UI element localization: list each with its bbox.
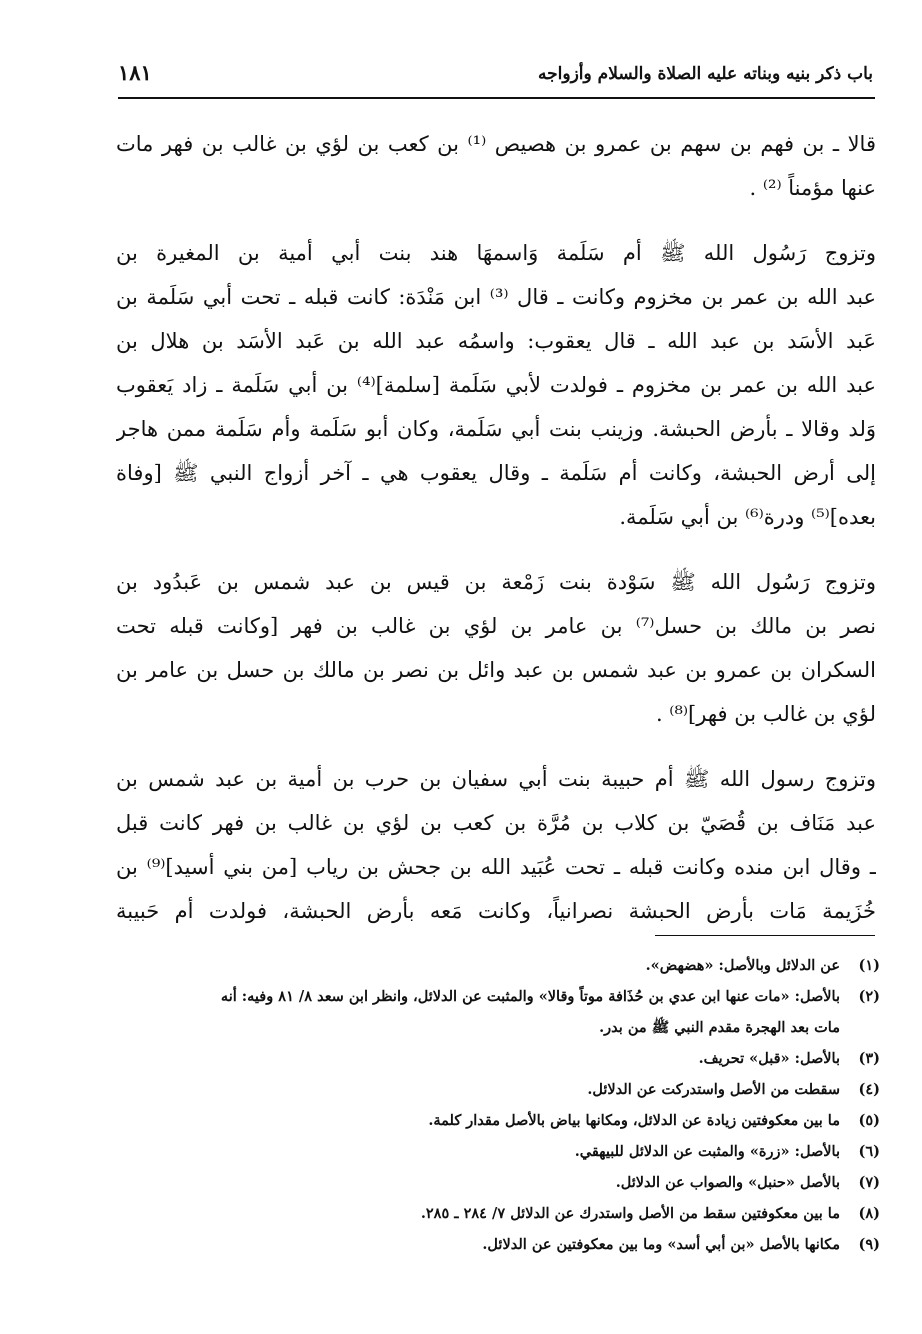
text-line: عبد الله بن عمر بن مخزوم ـ فولدت لأبي سَلَمة [سلمة]⁽⁴⁾ بن أبي سَلَمة ـ زاد يَعقوب (116, 373, 876, 397)
text-line: وَلد وقالا ـ بأرض الحبشة. وزينب بنت أبي سَلَمة، وكان أبو سَلَمة وأم سَلَمة ممن هاجر (116, 417, 876, 441)
footnote-number: (٥) (858, 1112, 880, 1129)
footnote-number: (٦) (858, 1143, 880, 1160)
footnote (116, 1167, 880, 1198)
footnote-line: مكانها بالأصل «بن أبي أسد» وما بين معكوفتين عن الدلائل. (482, 1236, 840, 1253)
footnote-text (116, 1043, 840, 1074)
text-line: قالا ـ بن فهم بن سهم بن عمرو بن هصيص ⁽¹⁾ بن كعب بن لؤي بن غالب بن فهر مات (116, 132, 876, 156)
footnote-line: بالأصل «حنبل» والصواب عن الدلائل. (615, 1174, 840, 1191)
footnote (116, 1105, 880, 1136)
chapter-title: باب ذكر بنيه وبناته عليه الصلاة والسلام وأزواجه (538, 64, 873, 84)
footnote-line: عن الدلائل وبالأصل: «هضهض». (645, 957, 840, 974)
footnote (116, 1229, 880, 1260)
footnote-line: ما بين معكوفتين زيادة عن الدلائل، ومكانها بياض بالأصل مقدار كلمة. (428, 1112, 840, 1129)
header-rule (118, 97, 875, 99)
footnote-line: بالأصل: «قبل» تحريف. (698, 1050, 840, 1067)
footnote-text (116, 1198, 840, 1229)
footnote-number: (٢) (858, 988, 880, 1005)
text-line: ـ وقال ابن منده وكانت قبله ـ تحت عُبَيد الله بن جحش بن رياب [من بني أسيد]⁽⁹⁾ بن (116, 855, 876, 879)
footnote-number: (٣) (858, 1050, 880, 1067)
footnote-text (116, 1105, 840, 1136)
footnotes (116, 950, 880, 1260)
text-line: عبد الله بن عمر بن مخزوم وكانت ـ قال ⁽³⁾ ابن مَنْدَة: كانت قبله ـ تحت أبي سَلَمة بن (116, 285, 876, 309)
footnote (116, 950, 880, 981)
footnote-line: مات بعد الهجرة مقدم النبي ﷺ من بدر. (599, 1019, 840, 1036)
footnote-text (116, 1074, 840, 1105)
paragraph-3 (116, 560, 876, 736)
text-line: خُزَيمة مَات بأرض الحبشة نصرانياً، وكانت مَعه بأرض الحبشة، فولدت أم حَبيبة (116, 899, 876, 923)
footnote-text (116, 1136, 840, 1167)
footnote-separator (655, 935, 875, 936)
text-line: عَبد الأسَد بن عبد الله ـ قال يعقوب: واسمُه عبد الله بن عَبد الأسَد بن هلال بن (116, 329, 876, 353)
text-line: لؤي بن غالب بن فهر]⁽⁸⁾ . (655, 702, 876, 726)
text-line: السكران بن عمرو بن عبد شمس بن عبد وائل بن نصر بن مالك بن حسل بن عامر بن (116, 658, 876, 682)
footnote-text (116, 1229, 840, 1260)
footnote (116, 1043, 880, 1074)
paragraph-1 (116, 122, 876, 210)
footnote-text (116, 950, 840, 981)
text-line: عنها مؤمناً ⁽²⁾ . (749, 176, 876, 200)
footnote-line: بالأصل: «مات عنها ابن عدي بن حُذَافة موتاً وقالا» والمثبت عن الدلائل، وانظر ابن سعد ٨/ ٨١ وفيه: أنه (220, 988, 840, 1005)
footnote (116, 1136, 880, 1167)
text-line: وتزوج رسول الله ﷺ أم حبيبة بنت أبي سفيان بن حرب بن أمية بن عبد شمس بن (116, 767, 876, 791)
footnote-number: (١) (858, 957, 880, 974)
paragraph-2 (116, 231, 876, 539)
text-line: عبد مَنَاف بن قُصَيّ بن كلاب بن مُرَّة بن كعب بن لؤي بن غالب بن فهر كانت قبل (116, 811, 876, 835)
text-line: إلى أرض الحبشة، وكانت أم سَلَمة ـ وقال يعقوب هي ـ آخر أزواج النبي ﷺ [وفاة (116, 461, 876, 485)
text-line: وتزوج رَسُول الله ﷺ سَوْدة بنت زَمْعة بن قيس بن عبد شمس بن عَبدُود بن (116, 570, 876, 594)
text-line: بعده]⁽⁵⁾ ودرة⁽⁶⁾ بن أبي سَلَمة. (619, 505, 876, 529)
footnote-text (116, 1167, 840, 1198)
footnote-line: ما بين معكوفتين سقط من الأصل واستدرك عن الدلائل ٧/ ٢٨٤ ـ ٢٨٥. (420, 1205, 840, 1222)
footnote-line: بالأصل: «زرة» والمثبت عن الدلائل للبيهقي. (574, 1143, 840, 1160)
footnote-number: (٨) (858, 1205, 880, 1222)
paragraph-4 (116, 757, 876, 933)
footnote-number: (٩) (858, 1236, 880, 1253)
footnote-number: (٤) (858, 1081, 880, 1098)
text-line: وتزوج رَسُول الله ﷺ أم سَلَمة وَاسمهَا هند بنت أبي أمية بن المغيرة بن (116, 241, 876, 265)
running-header (118, 58, 873, 94)
footnote-number: (٧) (858, 1174, 880, 1191)
footnote (116, 981, 880, 1043)
footnote (116, 1198, 880, 1229)
page-number: ١٨١ (118, 60, 152, 85)
text-line: نصر بن مالك بن حسل⁽⁷⁾ بن عامر بن لؤي بن غالب بن فهر [وكانت قبله تحت (116, 614, 876, 638)
footnote-line: سقطت من الأصل واستدركت عن الدلائل. (587, 1081, 840, 1098)
main-text (116, 122, 876, 933)
footnote (116, 1074, 880, 1105)
footnote-text (116, 981, 840, 1043)
